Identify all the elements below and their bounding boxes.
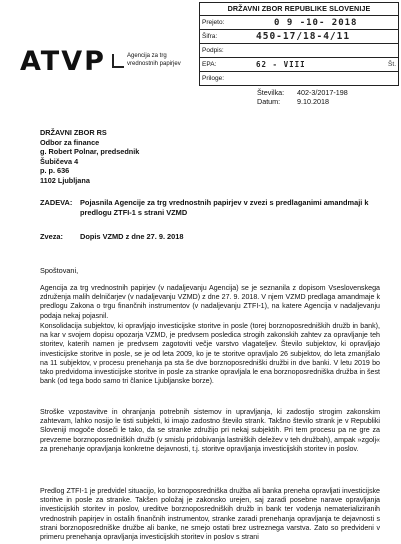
recipient-address — [40, 128, 139, 186]
stamp-row-epa — [200, 57, 398, 71]
meta-date-label: Datum: — [257, 97, 281, 106]
body-paragraph: Stroške vzpostavitve in ohranjanja potrebnih sistemov in upravljanja, ki zadostijo strogim zakonskim zahtevam, lahko nosijo le tisti subjekti, ki imajo zadostno število strank. Takšno število strank je v Republiki Sloveniji mogoče doseči le tako, da se stranke združijo pri nekaj subjektih. Pri tem procesu pa ne gre za prevzeme borznoposredniških družb (v smislu pridobivanja lastniških deležev v teh družbah), ampak »zgolj« za prenehanje opravljanja konkretne dejavnosti, t.j. storitve opravljanja investicijskih storitev in poslov. — [40, 408, 380, 453]
address-line: p. p. 636 — [40, 166, 70, 176]
stamp-title: DRŽAVNI ZBOR REPUBLIKE SLOVENIJE — [227, 4, 371, 13]
stamp-label: Podpis: — [202, 47, 224, 54]
address-line: 1102 Ljubljana — [40, 175, 90, 185]
stamp-row-attachments — [200, 71, 398, 85]
stamp-label: EPA: — [202, 61, 217, 68]
stamp-value-received: 0 9 -10- 2018 — [274, 17, 358, 28]
agency-name-line: Agencija za trg — [127, 53, 167, 59]
subject-text: Pojasnila Agencije za trg vrednostnih papirjev v zvezi s predlaganimi amandmaji k predlogu ZTFI-1 s strani VZMD — [80, 198, 369, 217]
body-paragraph: Agencija za trg vrednostnih papirjev (v nadaljevanju Agencija) se je seznanila z dopisom Vseslovenskega združenja malih delničarjev (v nadaljevanju VZMD) z dne 27. 9. 2018. V njem VZMD predlaga amandmaje k predlogu Zakona o trgu finančnih instrumentov (v nadaljevanju ZTFI-1), na katere Agencija v nadaljevanju podaja nekaj pojasnil. — [40, 284, 380, 320]
stamp-row-code — [200, 29, 398, 43]
document-meta — [257, 88, 348, 106]
stamp-extra: Št. — [388, 61, 396, 68]
stamp-row-received — [200, 15, 398, 29]
reference-label: Zveza: — [40, 232, 64, 241]
greeting: Spoštovani, — [40, 266, 79, 275]
reference-line — [40, 232, 184, 241]
receipt-stamp — [199, 2, 399, 86]
stamp-label: Šifra: — [202, 33, 218, 40]
logo-mark-icon — [112, 54, 124, 68]
reference-text: Dopis VZMD z dne 27. 9. 2018 — [80, 232, 184, 241]
subject-line — [40, 198, 380, 218]
address-line: DRŽAVNI ZBOR RS — [40, 128, 107, 137]
meta-date-value: 9.10.2018 — [297, 97, 329, 106]
meta-number-label: Številka: — [257, 88, 285, 97]
body-paragraph: Predlog ZTFI-1 je predvidel situacijo, ko borznoposredniška družba ali banka preneha opravljati investicijske storitve in posle za stranke. Takšen položaj je zakonsko urejen, saj zaradi posebne narave opravljanja investicijskih storitev in poslov, ureditve borznoposredniških družb in bank ter vodenja nematerializiranih vrednostnih papirjev in ostalih finančnih instrumentov, stranke zaradi prenehanja opravljanja te dejavnosti s strani borznoposredniške družbe ali banke, ne smejo ostati brez ustreznega varstva. Zato so predvideni v primeru prenehanja opravljanja investicijskih storitev in poslov s strani — [40, 487, 380, 542]
stamp-label: Priloge: — [202, 75, 225, 82]
address-line: Šubičeva 4 — [40, 156, 79, 166]
body-paragraph: Konsolidacija subjektov, ki opravljajo investicijske storitve in posle (torej borznoposredniških družb in bank), na kar v svojem dopisu opozarja VZMD, je predvsem posledica strogih zakonskih zahtev za opravljanje teh storitev, katerih namen je predvsem zagotoviti večje varstvo vlagateljev. Število subjektov, ki opravljajo investicijske storitve in posle, se je od leta 2009, ko je te storitve opravljalo 26 subjektov, do leta zmanjšalo na 11 subjektov, v procesu prenehanja pa sta še dve borznoposredniški družbi in dve banki. V letu 2019 bo tako predvidoma investicijske storitve in posle za stranke opravljala le ena borznoposredniška družba in šest bank (od tega bodo samo tri članice Ljubljanske borze). — [40, 322, 380, 386]
atvp-logo: ATVP — [20, 46, 106, 77]
meta-date — [257, 97, 348, 106]
address-line: Odbor za finance — [40, 137, 100, 147]
agency-name — [127, 52, 181, 68]
stamp-value-epa: 62 - VIII — [256, 60, 306, 69]
meta-number — [257, 88, 348, 97]
subject-label: ZADEVA: — [40, 198, 73, 207]
meta-number-value: 402-3/2017-198 — [297, 88, 348, 97]
stamp-row-signature — [200, 43, 398, 57]
agency-name-line: vrednostnih papirjev — [127, 61, 181, 67]
address-line: g. Robert Polnar, predsednik — [40, 147, 140, 157]
stamp-label: Prejeto: — [202, 19, 225, 26]
stamp-value-code: 450-17/18-4/11 — [256, 31, 351, 42]
